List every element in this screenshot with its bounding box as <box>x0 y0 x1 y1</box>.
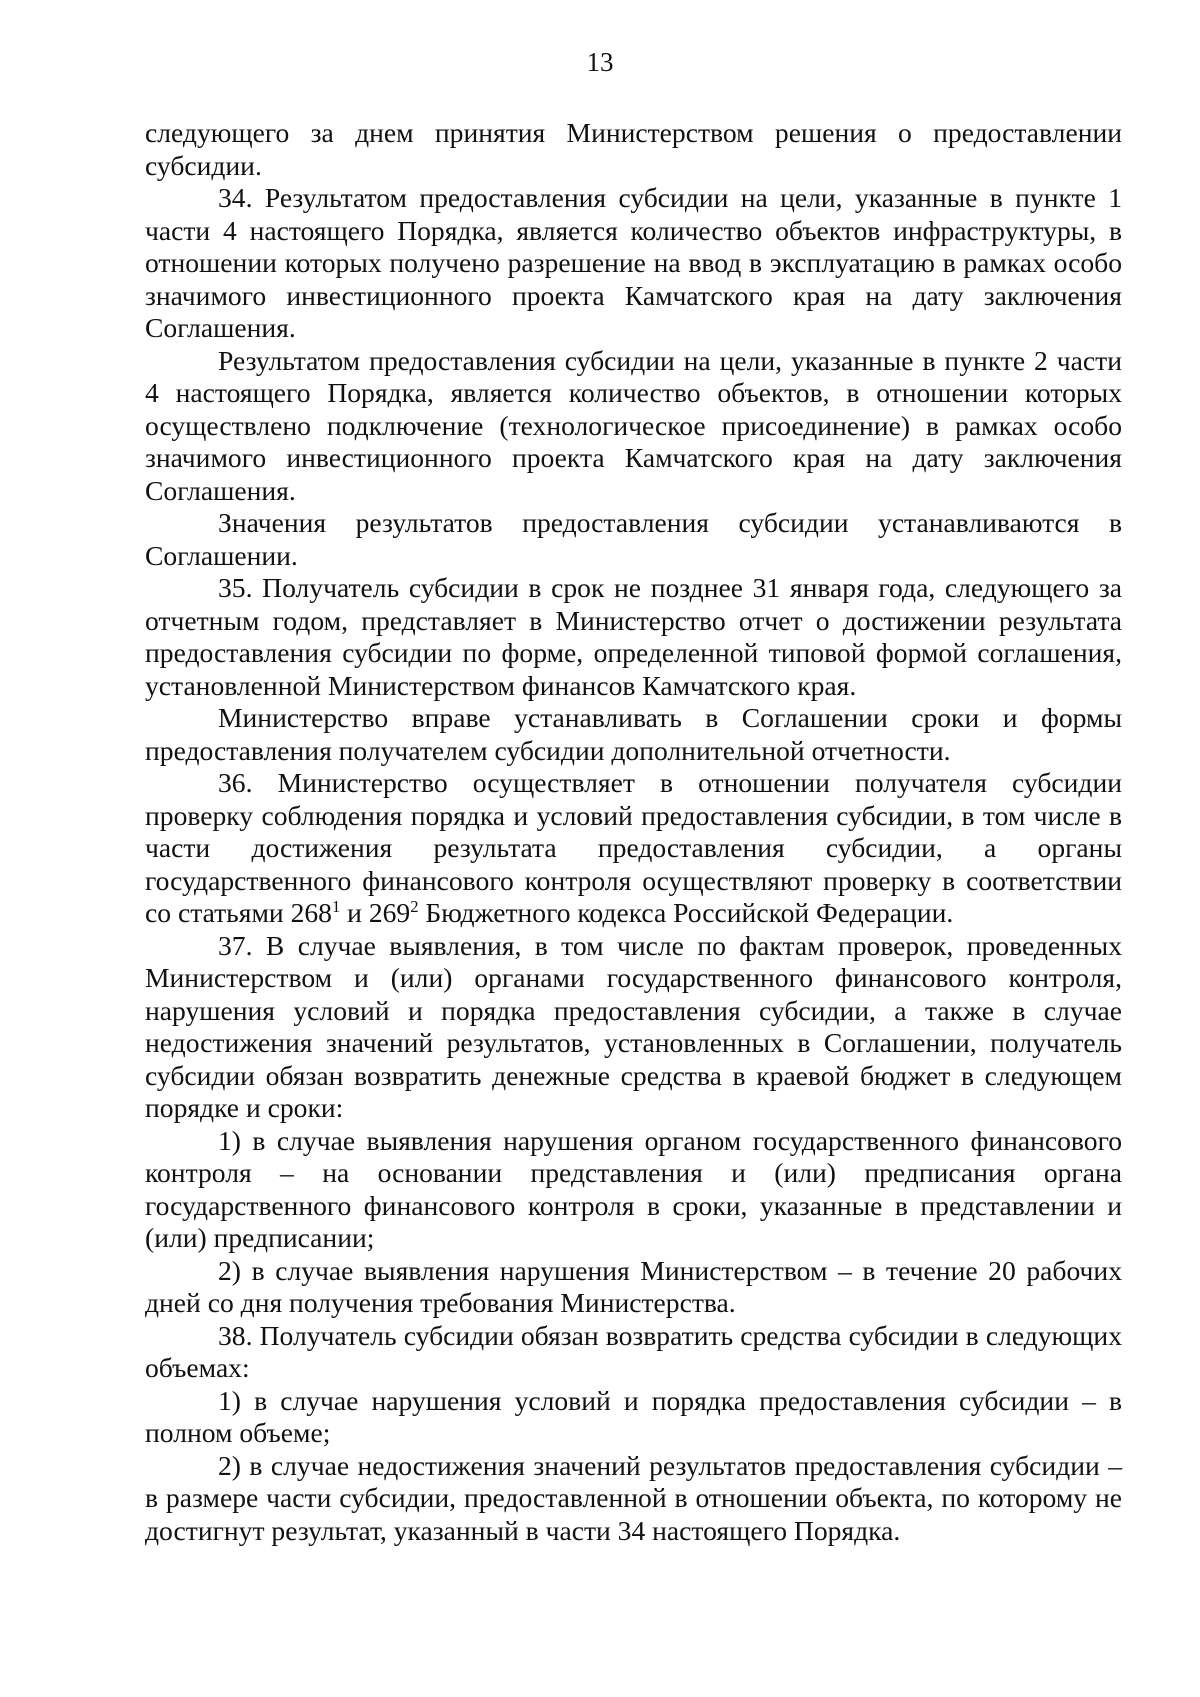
paragraph-34-result-infrastructure: 34. Результатом предоставления субсидии на цели, указанные в пункте 1 части 4 настоящего Порядка, является количество объектов инфраструктуры, в отношении которых получено разрешение на ввод в эксплуатацию в рамках особо значимого инвестиционного проекта Камчатского края на дату заключения Соглашения. <box>145 182 1122 343</box>
document-body <box>145 117 1122 1547</box>
paragraph-38-return-volumes: 38. Получатель субсидии обязан возвратить средства субсидии в следующих объемах: <box>145 1319 1122 1383</box>
paragraph-35-additional-reporting: Министерство вправе устанавливать в Соглашении сроки и формы предоставления получателем субсидии дополнительной отчетности. <box>145 702 1122 766</box>
paragraph-34-result-values: Значения результатов предоставления субсидии устанавливаются в Соглашении. <box>145 507 1122 571</box>
superscript-1: 1 <box>331 896 341 916</box>
paragraph-36-text-before: 36. Министерство осуществляет в отношении получателя субсидии проверку соблюдения порядка и условий предоставления субсидии, в том числе в части достижения результата предоставления субсидии, а органы государственного финансового контроля осуществляют проверку в соответствии со статьями 268 <box>145 767 1122 928</box>
paragraph-36-text-mid: и 269 <box>340 897 411 928</box>
paragraph-37-item-2: 2) в случае выявления нарушения Министерством – в течение 20 рабочих дней со дня получения требования Министерства. <box>145 1254 1122 1318</box>
superscript-2: 2 <box>410 896 419 916</box>
paragraph-36-inspection <box>145 767 1122 930</box>
paragraph-37-item-1: 1) в случае выявления нарушения органом государственного финансового контроля – на основании представления и (или) предписания органа государственного финансового контроля в сроки, указанные в представлении и (или) предписании; <box>145 1124 1122 1253</box>
page-number: 13 <box>586 47 614 77</box>
paragraph-37-return-obligation: 37. В случае выявления, в том числе по фактам проверок, проведенных Министерством и (или) органами государственного финансового контроля, нарушения условий и порядка предоставления субсидии, а также в случае недостижения значений результатов, установленных в Соглашении, получатель субсидии обязан возвратить денежные средства в краевой бюджет в следующем порядке и сроки: <box>145 929 1122 1123</box>
paragraph-continuation: следующего за днем принятия Министерством решения о предоставлении субсидии. <box>145 117 1122 181</box>
paragraph-35-report: 35. Получатель субсидии в срок не позднее 31 января года, следующего за отчетным годом, представляет в Министерство отчет о достижении результата предоставления субсидии по форме, определенной типовой формой соглашения, установленной Министерством финансов Камчатского края. <box>145 572 1122 701</box>
paragraph-38-item-1: 1) в случае нарушения условий и порядка предоставления субсидии – в полном объеме; <box>145 1384 1122 1448</box>
paragraph-34-result-connection: Результатом предоставления субсидии на цели, указанные в пункте 2 части 4 настоящего Порядка, является количество объектов, в отношении которых осуществлено подключение (технологическое присоединение) в рамках особо значимого инвестиционного проекта Камчатского края на дату заключения Соглашения. <box>145 344 1122 506</box>
paragraph-38-item-2: 2) в случае недостижения значений результатов предоставления субсидии – в размере части субсидии, предоставленной в отношении объекта, по которому не достигнут результат, указанный в части 34 настоящего Порядка. <box>145 1449 1122 1546</box>
paragraph-36-text-after: Бюджетного кодекса Российской Федерации. <box>418 897 954 928</box>
